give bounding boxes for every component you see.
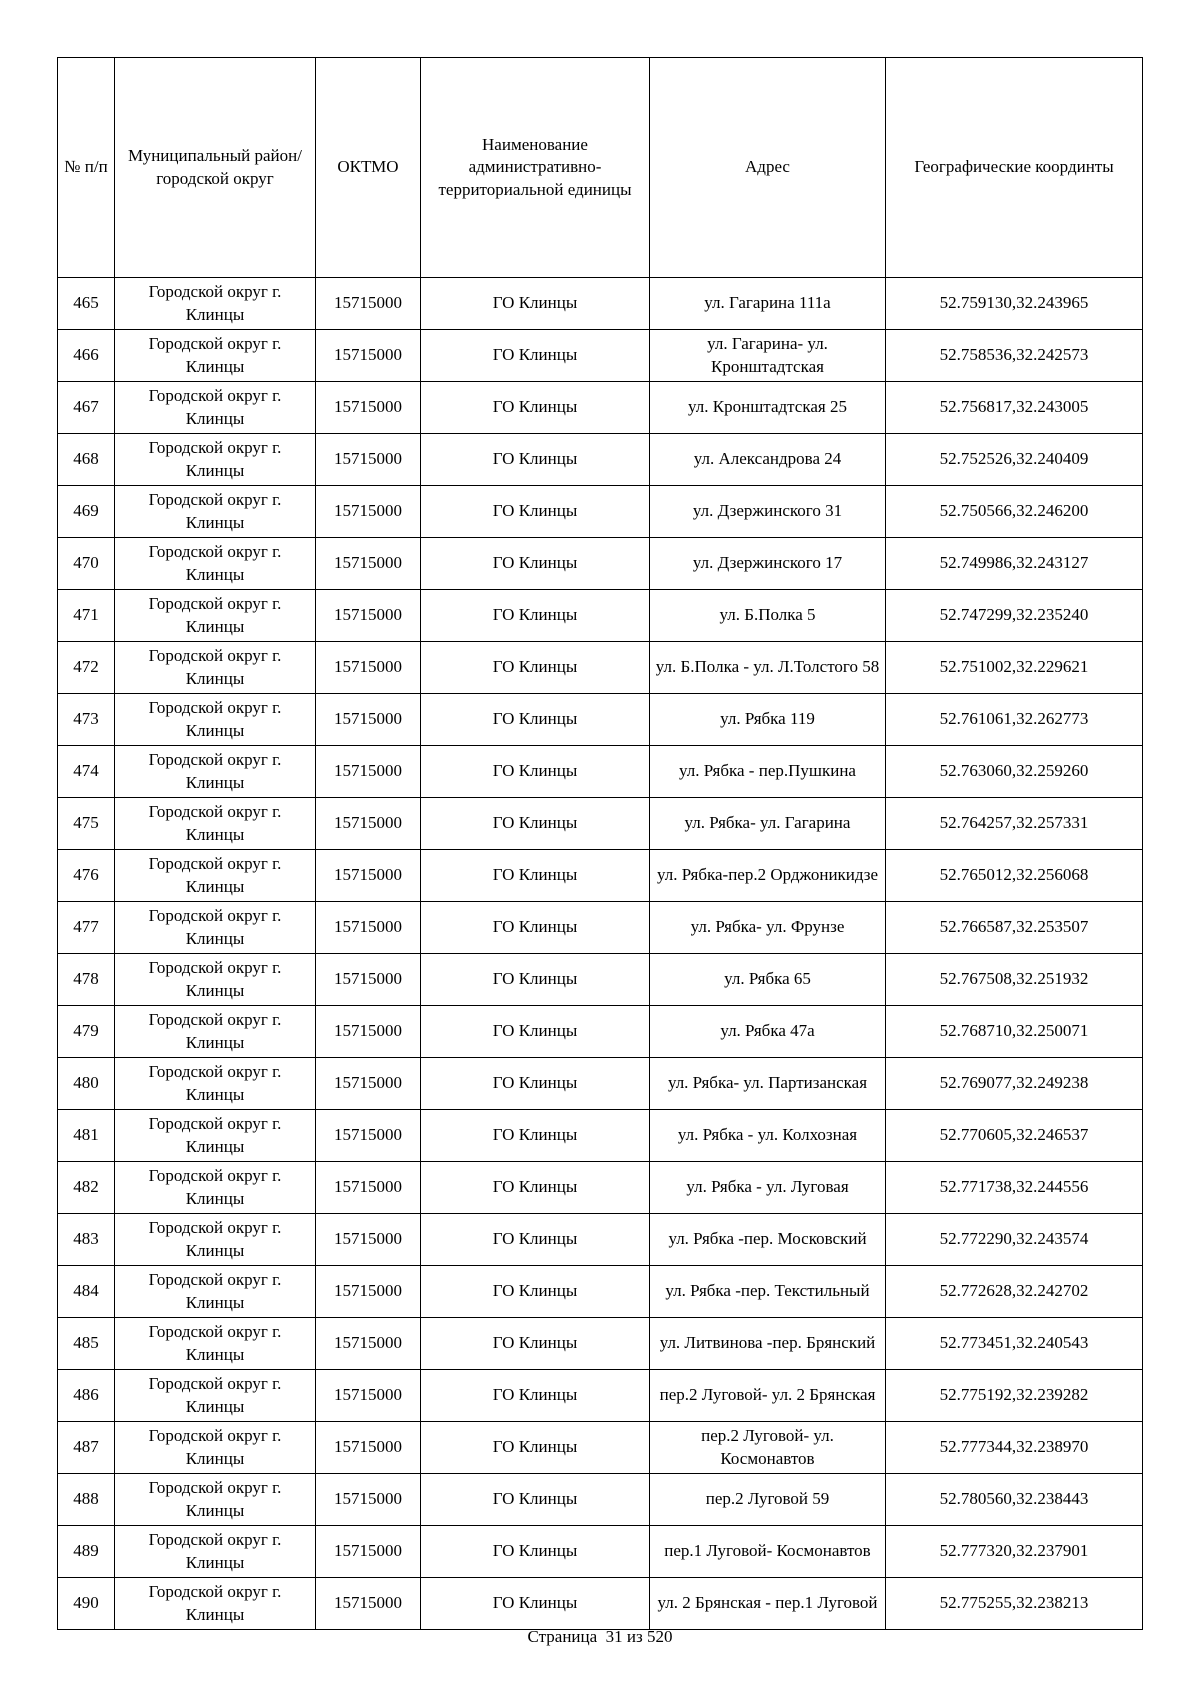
table-row	[58, 278, 1143, 330]
cell-oktmo: 15715000	[316, 1162, 421, 1214]
cell-district: Городской округ г. Клинцы	[115, 330, 316, 382]
cell-num: 466	[58, 330, 115, 382]
cell-address: ул. Рябка -пер. Московский	[650, 1214, 886, 1266]
cell-oktmo: 15715000	[316, 538, 421, 590]
cell-coords: 52.777320,32.237901	[886, 1526, 1143, 1578]
cell-num: 473	[58, 694, 115, 746]
cell-coords: 52.751002,32.229621	[886, 642, 1143, 694]
cell-num: 480	[58, 1058, 115, 1110]
cell-address: ул. Рябка- ул. Партизанская	[650, 1058, 886, 1110]
cell-unit: ГО Клинцы	[421, 850, 650, 902]
cell-oktmo: 15715000	[316, 1422, 421, 1474]
cell-unit: ГО Клинцы	[421, 1110, 650, 1162]
cell-num: 478	[58, 954, 115, 1006]
cell-unit: ГО Клинцы	[421, 486, 650, 538]
table-row	[58, 1214, 1143, 1266]
cell-num: 483	[58, 1214, 115, 1266]
table-row	[58, 1526, 1143, 1578]
cell-unit: ГО Клинцы	[421, 746, 650, 798]
cell-oktmo: 15715000	[316, 590, 421, 642]
cell-oktmo: 15715000	[316, 1578, 421, 1630]
cell-unit: ГО Клинцы	[421, 1058, 650, 1110]
cell-district: Городской округ г. Клинцы	[115, 538, 316, 590]
cell-num: 488	[58, 1474, 115, 1526]
header-row	[58, 58, 1143, 278]
cell-unit: ГО Клинцы	[421, 590, 650, 642]
cell-district: Городской округ г. Клинцы	[115, 1474, 316, 1526]
cell-address: ул. Дзержинского 31	[650, 486, 886, 538]
header-district: Муниципальный район/городской округ	[115, 58, 316, 278]
cell-oktmo: 15715000	[316, 434, 421, 486]
cell-district: Городской округ г. Клинцы	[115, 1318, 316, 1370]
table-row	[58, 1422, 1143, 1474]
cell-district: Городской округ г. Клинцы	[115, 1578, 316, 1630]
cell-coords: 52.772628,32.242702	[886, 1266, 1143, 1318]
table-row	[58, 538, 1143, 590]
cell-address: ул. 2 Брянская - пер.1 Луговой	[650, 1578, 886, 1630]
cell-address: ул. Кронштадтская 25	[650, 382, 886, 434]
cell-unit: ГО Клинцы	[421, 434, 650, 486]
cell-district: Городской округ г. Клинцы	[115, 486, 316, 538]
cell-unit: ГО Клинцы	[421, 954, 650, 1006]
table-row	[58, 746, 1143, 798]
cell-num: 476	[58, 850, 115, 902]
cell-unit: ГО Клинцы	[421, 1006, 650, 1058]
cell-unit: ГО Клинцы	[421, 798, 650, 850]
cell-unit: ГО Клинцы	[421, 538, 650, 590]
cell-oktmo: 15715000	[316, 1474, 421, 1526]
cell-coords: 52.773451,32.240543	[886, 1318, 1143, 1370]
cell-num: 485	[58, 1318, 115, 1370]
table-row	[58, 1006, 1143, 1058]
cell-unit: ГО Клинцы	[421, 694, 650, 746]
cell-address: пер.2 Луговой- ул. 2 Брянская	[650, 1370, 886, 1422]
cell-coords: 52.769077,32.249238	[886, 1058, 1143, 1110]
cell-district: Городской округ г. Клинцы	[115, 1266, 316, 1318]
cell-district: Городской округ г. Клинцы	[115, 1162, 316, 1214]
cell-district: Городской округ г. Клинцы	[115, 902, 316, 954]
cell-oktmo: 15715000	[316, 954, 421, 1006]
cell-district: Городской округ г. Клинцы	[115, 1058, 316, 1110]
cell-unit: ГО Клинцы	[421, 1318, 650, 1370]
cell-coords: 52.772290,32.243574	[886, 1214, 1143, 1266]
cell-address: ул. Б.Полка 5	[650, 590, 886, 642]
cell-address: ул. Гагарина- ул. Кронштадтская	[650, 330, 886, 382]
cell-num: 469	[58, 486, 115, 538]
cell-coords: 52.758536,32.242573	[886, 330, 1143, 382]
cell-district: Городской округ г. Клинцы	[115, 954, 316, 1006]
cell-coords: 52.767508,32.251932	[886, 954, 1143, 1006]
cell-unit: ГО Клинцы	[421, 278, 650, 330]
cell-coords: 52.770605,32.246537	[886, 1110, 1143, 1162]
cell-oktmo: 15715000	[316, 330, 421, 382]
cell-num: 471	[58, 590, 115, 642]
cell-num: 468	[58, 434, 115, 486]
cell-num: 467	[58, 382, 115, 434]
cell-num: 489	[58, 1526, 115, 1578]
table-row	[58, 434, 1143, 486]
cell-oktmo: 15715000	[316, 278, 421, 330]
cell-district: Городской округ г. Клинцы	[115, 382, 316, 434]
cell-coords: 52.764257,32.257331	[886, 798, 1143, 850]
cell-address: ул. Рябка 47а	[650, 1006, 886, 1058]
cell-district: Городской округ г. Клинцы	[115, 850, 316, 902]
table-row	[58, 1370, 1143, 1422]
table-row	[58, 954, 1143, 1006]
cell-oktmo: 15715000	[316, 1006, 421, 1058]
cell-coords: 52.777344,32.238970	[886, 1422, 1143, 1474]
cell-oktmo: 15715000	[316, 798, 421, 850]
page-label: Страница	[527, 1627, 598, 1646]
table-row	[58, 850, 1143, 902]
cell-coords: 52.780560,32.238443	[886, 1474, 1143, 1526]
header-num: № п/п	[58, 58, 115, 278]
cell-unit: ГО Клинцы	[421, 1370, 650, 1422]
cell-unit: ГО Клинцы	[421, 902, 650, 954]
table-row	[58, 902, 1143, 954]
cell-coords: 52.775192,32.239282	[886, 1370, 1143, 1422]
cell-coords: 52.768710,32.250071	[886, 1006, 1143, 1058]
cell-address: ул. Гагарина 111а	[650, 278, 886, 330]
table-row	[58, 1162, 1143, 1214]
of-label: из	[626, 1627, 643, 1646]
table-row	[58, 1474, 1143, 1526]
cell-oktmo: 15715000	[316, 642, 421, 694]
cell-oktmo: 15715000	[316, 694, 421, 746]
cell-unit: ГО Клинцы	[421, 1214, 650, 1266]
table-row	[58, 590, 1143, 642]
cell-address: ул. Рябка 65	[650, 954, 886, 1006]
cell-num: 490	[58, 1578, 115, 1630]
cell-address: пер.2 Луговой 59	[650, 1474, 886, 1526]
table-row	[58, 642, 1143, 694]
cell-unit: ГО Клинцы	[421, 1162, 650, 1214]
cell-oktmo: 15715000	[316, 746, 421, 798]
cell-coords: 52.749986,32.243127	[886, 538, 1143, 590]
cell-oktmo: 15715000	[316, 382, 421, 434]
cell-num: 486	[58, 1370, 115, 1422]
cell-address: ул. Рябка - ул. Колхозная	[650, 1110, 886, 1162]
cell-coords: 52.759130,32.243965	[886, 278, 1143, 330]
cell-num: 479	[58, 1006, 115, 1058]
cell-num: 481	[58, 1110, 115, 1162]
cell-district: Городской округ г. Клинцы	[115, 798, 316, 850]
cell-oktmo: 15715000	[316, 1058, 421, 1110]
cell-coords: 52.766587,32.253507	[886, 902, 1143, 954]
table-row	[58, 694, 1143, 746]
cell-unit: ГО Клинцы	[421, 1526, 650, 1578]
header-coords: Географические координты	[886, 58, 1143, 278]
table-row	[58, 1578, 1143, 1630]
cell-address: ул. Александрова 24	[650, 434, 886, 486]
cell-num: 487	[58, 1422, 115, 1474]
cell-district: Городской округ г. Клинцы	[115, 434, 316, 486]
cell-district: Городской округ г. Клинцы	[115, 694, 316, 746]
page-number: 31	[605, 1627, 623, 1646]
cell-address: ул. Рябка -пер. Текстильный	[650, 1266, 886, 1318]
total-pages: 520	[646, 1627, 673, 1646]
cell-district: Городской округ г. Клинцы	[115, 1110, 316, 1162]
table-row	[58, 1318, 1143, 1370]
cell-district: Городской округ г. Клинцы	[115, 1422, 316, 1474]
cell-district: Городской округ г. Клинцы	[115, 642, 316, 694]
cell-num: 465	[58, 278, 115, 330]
table-row	[58, 1110, 1143, 1162]
table-row	[58, 798, 1143, 850]
cell-address: ул. Литвинова -пер. Брянский	[650, 1318, 886, 1370]
cell-oktmo: 15715000	[316, 1526, 421, 1578]
page-footer	[0, 1627, 1200, 1647]
cell-unit: ГО Клинцы	[421, 642, 650, 694]
cell-coords: 52.750566,32.246200	[886, 486, 1143, 538]
cell-num: 484	[58, 1266, 115, 1318]
cell-oktmo: 15715000	[316, 1318, 421, 1370]
table-row	[58, 382, 1143, 434]
header-unit: Наименование административно-территориальной единицы	[421, 58, 650, 278]
table-row	[58, 330, 1143, 382]
cell-coords: 52.763060,32.259260	[886, 746, 1143, 798]
cell-coords: 52.771738,32.244556	[886, 1162, 1143, 1214]
cell-address: пер.2 Луговой- ул. Космонавтов	[650, 1422, 886, 1474]
cell-address: ул. Рябка - ул. Луговая	[650, 1162, 886, 1214]
table-row	[58, 1058, 1143, 1110]
cell-num: 472	[58, 642, 115, 694]
cell-oktmo: 15715000	[316, 850, 421, 902]
header-address: Адрес	[650, 58, 886, 278]
cell-oktmo: 15715000	[316, 1110, 421, 1162]
cell-coords: 52.761061,32.262773	[886, 694, 1143, 746]
cell-oktmo: 15715000	[316, 902, 421, 954]
cell-num: 474	[58, 746, 115, 798]
cell-coords: 52.765012,32.256068	[886, 850, 1143, 902]
cell-district: Городской округ г. Клинцы	[115, 1006, 316, 1058]
cell-address: ул. Рябка- ул. Фрунзе	[650, 902, 886, 954]
cell-coords: 52.756817,32.243005	[886, 382, 1143, 434]
cell-district: Городской округ г. Клинцы	[115, 278, 316, 330]
cell-num: 477	[58, 902, 115, 954]
cell-district: Городской округ г. Клинцы	[115, 1214, 316, 1266]
cell-coords: 52.752526,32.240409	[886, 434, 1143, 486]
cell-address: ул. Дзержинского 17	[650, 538, 886, 590]
cell-unit: ГО Клинцы	[421, 1266, 650, 1318]
table-header	[58, 58, 1143, 278]
table-body	[58, 278, 1143, 1630]
cell-address: ул. Рябка 119	[650, 694, 886, 746]
cell-unit: ГО Клинцы	[421, 1422, 650, 1474]
cell-coords: 52.747299,32.235240	[886, 590, 1143, 642]
cell-address: ул. Рябка - пер.Пушкина	[650, 746, 886, 798]
header-oktmo: ОКТМО	[316, 58, 421, 278]
cell-num: 475	[58, 798, 115, 850]
cell-unit: ГО Клинцы	[421, 330, 650, 382]
cell-district: Городской округ г. Клинцы	[115, 590, 316, 642]
cell-num: 470	[58, 538, 115, 590]
registry-table	[57, 57, 1143, 1630]
cell-oktmo: 15715000	[316, 1214, 421, 1266]
cell-unit: ГО Клинцы	[421, 382, 650, 434]
cell-address: ул. Рябка-пер.2 Орджоникидзе	[650, 850, 886, 902]
cell-district: Городской округ г. Клинцы	[115, 1526, 316, 1578]
cell-address: ул. Б.Полка - ул. Л.Толстого 58	[650, 642, 886, 694]
cell-address: ул. Рябка- ул. Гагарина	[650, 798, 886, 850]
cell-district: Городской округ г. Клинцы	[115, 746, 316, 798]
cell-district: Городской округ г. Клинцы	[115, 1370, 316, 1422]
cell-address: пер.1 Луговой- Космонавтов	[650, 1526, 886, 1578]
table-row	[58, 1266, 1143, 1318]
cell-unit: ГО Клинцы	[421, 1578, 650, 1630]
cell-oktmo: 15715000	[316, 1370, 421, 1422]
cell-coords: 52.775255,32.238213	[886, 1578, 1143, 1630]
cell-unit: ГО Клинцы	[421, 1474, 650, 1526]
cell-num: 482	[58, 1162, 115, 1214]
table-row	[58, 486, 1143, 538]
cell-oktmo: 15715000	[316, 486, 421, 538]
cell-oktmo: 15715000	[316, 1266, 421, 1318]
